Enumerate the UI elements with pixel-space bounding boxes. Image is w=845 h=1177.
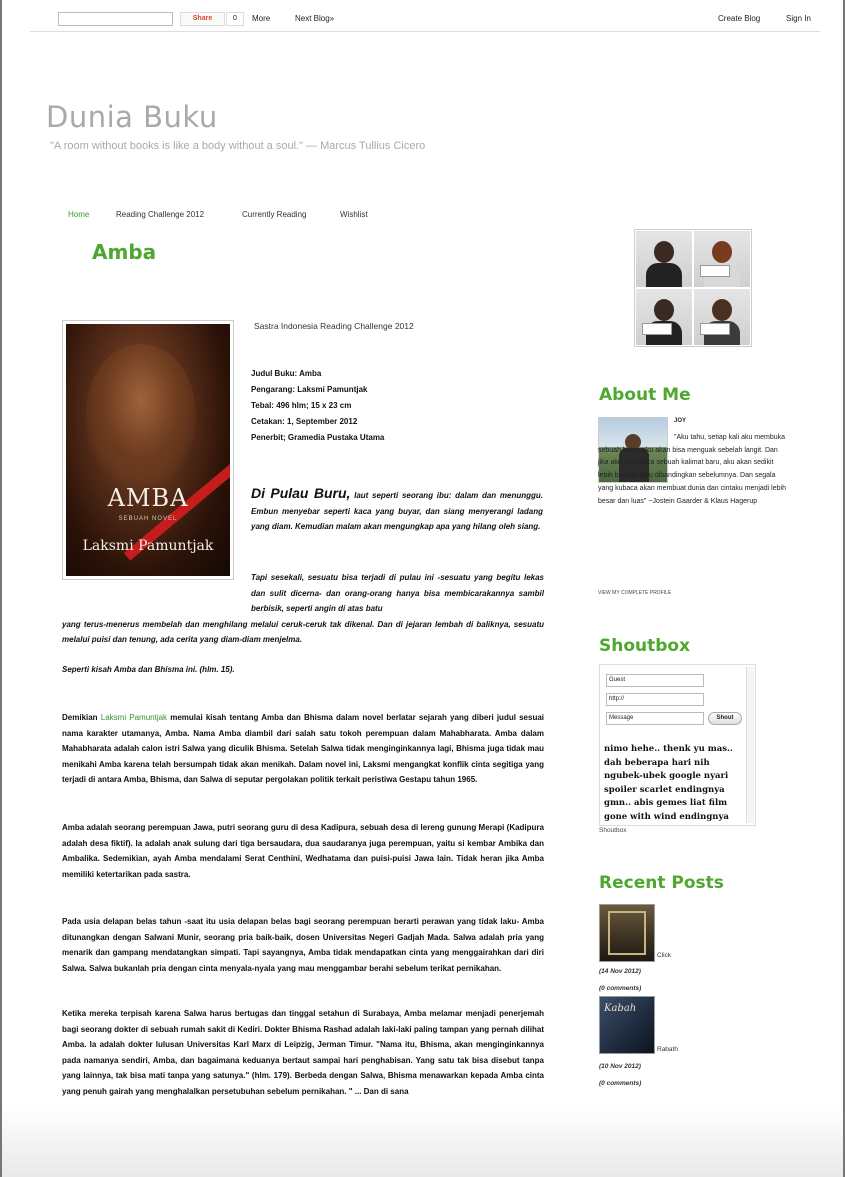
book-info-line: Judul Buku: Amba — [251, 369, 322, 378]
post-title[interactable]: Amba — [92, 240, 157, 264]
recent-post-comments: (0 comments) — [599, 985, 642, 992]
shoutbox-widget — [599, 664, 756, 826]
paragraph-text: yang terus-menerus membelah dan menghilang melalui ceruk-ceruk tak dikenal. Dan di jejaran lembah di baliknya, sesuatu melalui puisi dan tenung, ada cerita yang diam-diam menjelma. — [62, 619, 544, 644]
paragraph-text: Demikian — [62, 713, 98, 722]
navbar-search-input[interactable] — [58, 12, 173, 26]
book-info-line: Tebal: 496 hlm; 15 x 23 cm — [251, 401, 352, 410]
page-bottom-fade — [2, 1107, 843, 1177]
paragraph-text: memulai kisah tentang Amba dan Bhisma dalam novel berlatar sejarah yang diberi judul sesuai nama karakter utamanya, Amba. Nama Amba diambil dari salah satu tokoh perempuan dalam Mahabharata. Amba dalam Mahabharata adalah calon istri Salwa yang diculik Bhisma. Setelah Salwa tidak menginginkannya lagi, Bhisma juga tidak mau menikahi Amba karena telah bersumpah tidak akan menikah. Dalam novel ini, Laksmi mengangkat konflik cinta segitiga yang terjadi di antara Amba, Bhisma, dan Salwa di seputar pergolakan politik terkait peristiwa Gestapu tahun 1965. — [62, 713, 544, 784]
recent-posts-heading: Recent Posts — [599, 873, 724, 893]
book-info-line: Cetakan: 1, September 2012 — [251, 417, 358, 426]
challenge-label: Sastra Indonesia Reading Challenge 2012 — [254, 321, 414, 331]
author-link[interactable]: Laksmi Pamuntjak — [100, 713, 168, 722]
tab-currently-reading[interactable]: Currently Reading — [242, 210, 307, 219]
tab-wishlist[interactable]: Wishlist — [340, 210, 368, 219]
cover-title: AMBA — [107, 484, 189, 512]
tab-reading-challenge[interactable]: Reading Challenge 2012 — [116, 210, 205, 219]
view-profile-link[interactable]: VIEW MY COMPLETE PROFILE — [598, 590, 672, 596]
thumbnail-text: Kabah — [604, 1003, 637, 1014]
book-info-line: Pengarang: Laksmi Pamuntjak — [251, 385, 368, 394]
cover-subtitle: SEBUAH NOVEL — [118, 516, 178, 522]
recent-post-date: (14 Nov 2012) — [599, 968, 641, 975]
shout-url-input[interactable]: http:// — [606, 693, 704, 706]
paragraph-text: laut seperti seorang ibu: dalam dan menunggu. Embun menyebar seperti kaca yang buyar, dan siang menyerangi ladang yang diam. Kemudian malam akan mengungkap apa yang hilang oleh siang. — [251, 491, 543, 531]
sign-in-link[interactable]: Sign In — [786, 14, 811, 23]
shoutbox-heading: Shoutbox — [599, 636, 691, 656]
post-paragraph: Ketika mereka terpisah karena Salwa harus bertugas dan tinggal setahun di Surabaya, Amba melamar menjadi penerjemah bagi seorang dokter di sebuah rumah sakit di Kediri. Dokter Bhisma Rashad adalah laki-laki paling tampan yang pernah dilihat Amba. Ia adalah dokter lulusan Universitas Karl Marx di Leipzig, Jerman Timur. "Nama itu, Bhisma, akan menginginkannya pada namanya sendiri, Amba, dan bagaimana keduanya bertaut sampai hari penghabisan. Yang satu tak bisa disebut tanpa yang lainnya, tak bisa mati tanpa yang satunya." (hlm. 179). Berbeda dengan Salwa, Bhisma menawarkan kepada Amba cinta yang penuh gairah yang menghalalkan persetubuhan sebelum pernikahan. " ... Dan di sana — [62, 1009, 544, 1096]
shout-message-input[interactable]: Message — [606, 712, 704, 725]
paragraph-text: Tapi sesekali, sesuatu bisa terjadi di pulau ini -sesuatu yang begitu lekas dan sulit dicerna- dan orang-orang hanya bisa membicarakannya sambil berbisik, seperti angin di atas batu — [251, 573, 544, 613]
recent-post-thumbnail[interactable] — [599, 904, 655, 962]
create-blog-link[interactable]: Create Blog — [718, 14, 761, 23]
book-info-line: Penerbit; Gramedia Pustaka Utama — [251, 433, 385, 442]
book-info — [251, 366, 384, 446]
post-paragraph — [62, 570, 544, 648]
blogger-navbar — [30, 10, 820, 32]
share-count: 0 — [226, 12, 244, 26]
about-me-text: "Aku tahu, setiap kali aku membuka sebuah buku, aku akan bisa menguak sebelah langit. Dan jika aku membaca sebuah kalimat baru, aku akan sedikit lebih banyak tahu dibandingkan sebelumnya. Dan segala yang kubaca akan membuat dunia dan cintaku menjadi lebih besar dan luas" ~Jostein Gaarder & Klaus Hagerup — [598, 434, 786, 505]
shoutbox-caption[interactable]: Shoutbox — [599, 827, 627, 834]
paragraph-lead: Di Pulau Buru, — [251, 485, 351, 501]
recent-post-link[interactable]: Click — [657, 952, 672, 959]
recent-post-link[interactable]: Rabath — [657, 1046, 678, 1053]
blog-description: "A room without books is like a body without a soul." — Marcus Tullius Cicero — [50, 140, 426, 152]
next-blog-link[interactable]: Next Blog» — [295, 14, 335, 23]
shout-name-input[interactable]: Guest — [606, 674, 704, 687]
post-paragraph — [251, 486, 543, 535]
post-paragraph: Amba adalah seorang perempuan Jawa, putri seorang guru di desa Kadipura, sebuah desa di lereng gunung Merapi (Kadipura adalah desa fiktif). Ia adalah anak sulung dari tiga bersaudara, dua saudaranya juga perempuan, yaitu si kembar Ambika dan Ambalika. Sedemikian, ayah Amba mendalami Serat Centhini, Wedhatama dan puisi-puisi Jawa lain. Tidak heran jika Amba memiliki ketertarikan pada sastra. — [62, 823, 544, 879]
profile-name[interactable]: JOY — [674, 418, 687, 424]
share-button[interactable]: Share — [180, 12, 225, 26]
recent-post-thumbnail[interactable] — [599, 996, 655, 1054]
shout-button[interactable]: Shout — [708, 712, 742, 725]
tab-home[interactable]: Home — [68, 210, 90, 219]
post-paragraph: Pada usia delapan belas tahun -saat itu usia delapan belas bagi seorang perempuan berarti perawan yang tidak laku- Amba ditunangkan dengan Salwani Munir, seorang pria baik-baik, dosen Universitas Negeri Gadjah Mada. Salwa adalah pria yang menarik dan gampang mendatangkan simpati. Tapi sayangnya, Amba tidak mendapatkan cinta yang menggairahkan dari diri Salwa. Salwa bukanlah pria dengan cinta menyala-nyala yang mau menggambar berahi sebelum terikat pernikahan. — [62, 917, 544, 973]
shoutbox-scrollbar[interactable] — [746, 667, 754, 823]
recent-post-comments: (0 comments) — [599, 1080, 642, 1087]
more-link[interactable]: More — [252, 14, 271, 23]
photo-grid-image[interactable] — [634, 229, 752, 347]
about-me-heading: About Me — [599, 385, 691, 405]
shout-message-text: nimo hehe.. thenk yu mas.. dah beberapa hari nih ngubek-ubek google nyari spoiler scarlet endingnya gmn.. abis gemes liat film gone with wind endingnya — [604, 744, 733, 822]
recent-post-date: (10 Nov 2012) — [599, 1063, 641, 1070]
blog-title[interactable]: Dunia Buku — [46, 100, 218, 134]
book-cover-image — [62, 320, 234, 580]
post-paragraph — [62, 710, 544, 788]
cover-author: Laksmi Pamuntjak — [82, 538, 214, 554]
post-paragraph: Seperti kisah Amba dan Bhisma ini. (hlm. 15). — [62, 665, 235, 674]
